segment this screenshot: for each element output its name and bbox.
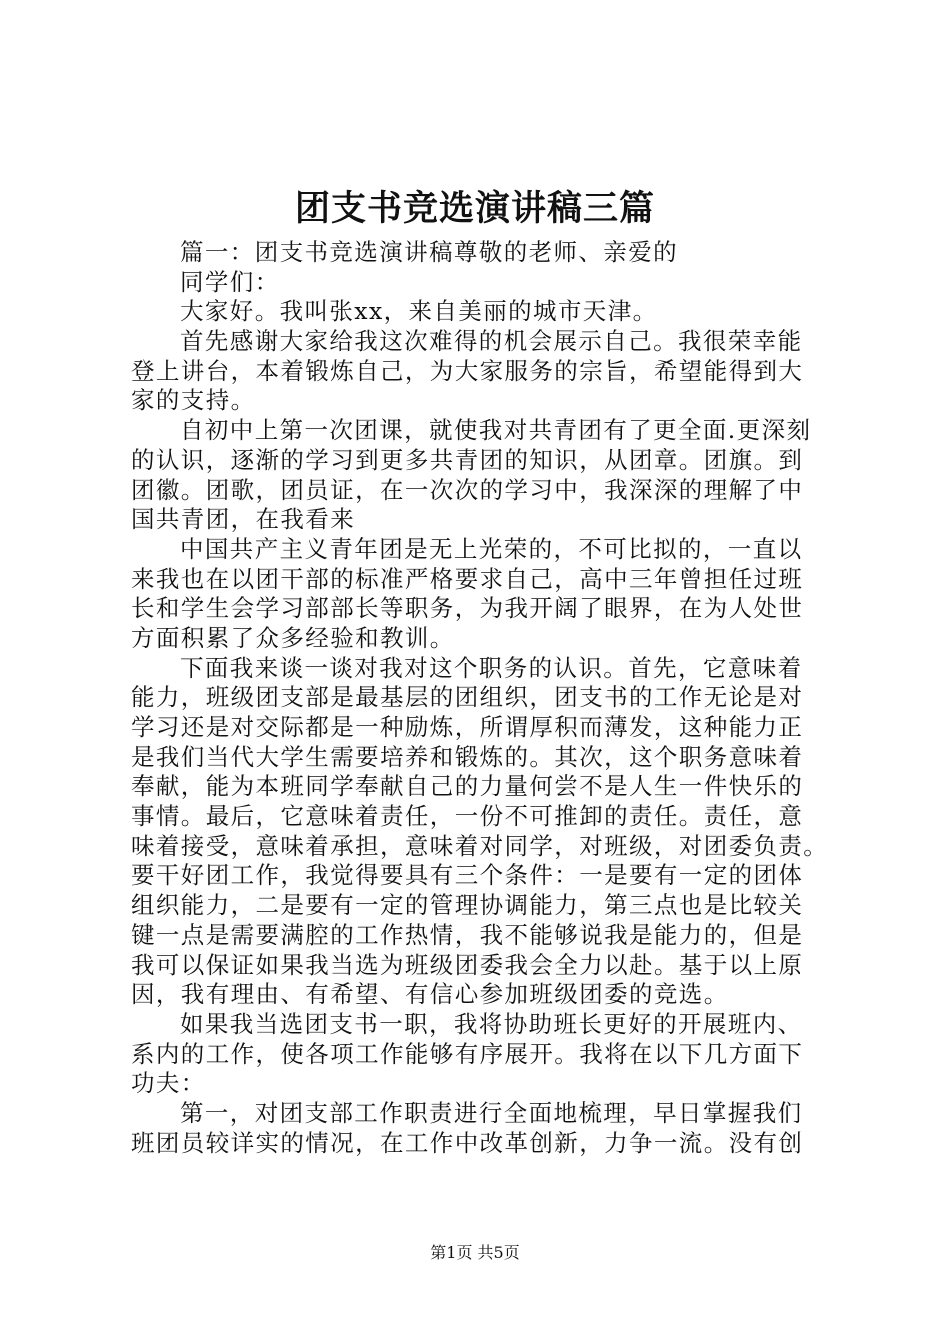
paragraph-line: 来我也在以团干部的标准严格要求自己，高中三年曾担任过班 — [131, 564, 804, 593]
document-body — [131, 238, 831, 1158]
document-title: 团支书竞选演讲稿三篇 — [294, 188, 655, 229]
paragraph-line: 自初中上第一次团课，就使我对共青团有了更全面.更深刻 — [180, 416, 812, 445]
paragraph-line: 登上讲台，本着锻炼自己，为大家服务的宗旨，希望能得到大 — [131, 356, 804, 385]
paragraph-line: 第一，对团支部工作职责进行全面地梳理，早日掌握我们 — [180, 1098, 803, 1127]
page-footer: 第1页 共5页 — [430, 1243, 520, 1262]
paragraph-line: 同学们： — [180, 267, 280, 296]
paragraph-line: 组织能力，二是要有一定的管理协调能力，第三点也是比较关 — [131, 891, 804, 920]
paragraph-line: 学习还是对交际都是一种励炼，所谓厚积而薄发，这种能力正 — [131, 713, 804, 741]
paragraph-line: 下面我来谈一谈对我对这个职务的认识。首先，它意味着 — [180, 653, 803, 682]
paragraph-line: 奉献，能为本班同学奉献自己的力量何尝不是人生一件快乐的 — [131, 772, 804, 801]
paragraph-line: 味着接受，意味着承担，意味着对同学，对班级，对团委负责。 — [131, 831, 829, 860]
paragraph-line: 篇一：团支书竞选演讲稿尊敬的老师、亲爱的 — [180, 238, 678, 266]
paragraph-line: 事情。最后，它意味着责任，一份不可推卸的责任。责任，意 — [131, 802, 804, 831]
paragraph-line: 家的支持。 — [131, 386, 256, 415]
paragraph-line: 长和学生会学习部部长等职务，为我开阔了眼界，在为人处世 — [131, 594, 804, 623]
paragraph-line: 功夫： — [131, 1069, 206, 1098]
paragraph-line: 班团员较详实的情况，在工作中改革创新，力争一流。没有创 — [131, 1128, 804, 1157]
paragraph-line: 我可以保证如果我当选为班级团委我会全力以赴。基于以上原 — [131, 950, 804, 979]
paragraph-line: 如果我当选团支书一职，我将协助班长更好的开展班内、 — [180, 1009, 803, 1038]
paragraph-line: 首先感谢大家给我这次难得的机会展示自己。我很荣幸能 — [180, 327, 803, 356]
paragraph-line: 国共青团，在我看来 — [131, 505, 356, 534]
paragraph-line: 是我们当代大学生需要培养和锻炼的。其次，这个职务意味着 — [131, 742, 804, 771]
paragraph-line: 键一点是需要满腔的工作热情，我不能够说我是能力的，但是 — [131, 920, 804, 949]
paragraph-line: 能力，班级团支部是最基层的团组织，团支书的工作无论是对 — [131, 683, 804, 712]
paragraph-line: 要干好团工作，我觉得要具有三个条件：一是要有一定的团体 — [131, 861, 804, 890]
paragraph-line: 方面积累了众多经验和教训。 — [131, 623, 455, 652]
paragraph-line: 大家好。我叫张xx，来自美丽的城市天津。 — [180, 297, 658, 326]
paragraph-line: 的认识，逐渐的学习到更多共青团的知识，从团章。团旗。到 — [131, 445, 804, 474]
paragraph-line: 中国共产主义青年团是无上光荣的，不可比拟的，一直以 — [180, 534, 803, 563]
paragraph-line: 因，我有理由、有希望、有信心参加班级团委的竞选。 — [131, 980, 729, 1009]
paragraph-line: 团徽。团歌，团员证，在一次次的学习中，我深深的理解了中 — [131, 475, 804, 504]
paragraph-line: 系内的工作，使各项工作能够有序展开。我将在以下几方面下 — [131, 1039, 804, 1068]
